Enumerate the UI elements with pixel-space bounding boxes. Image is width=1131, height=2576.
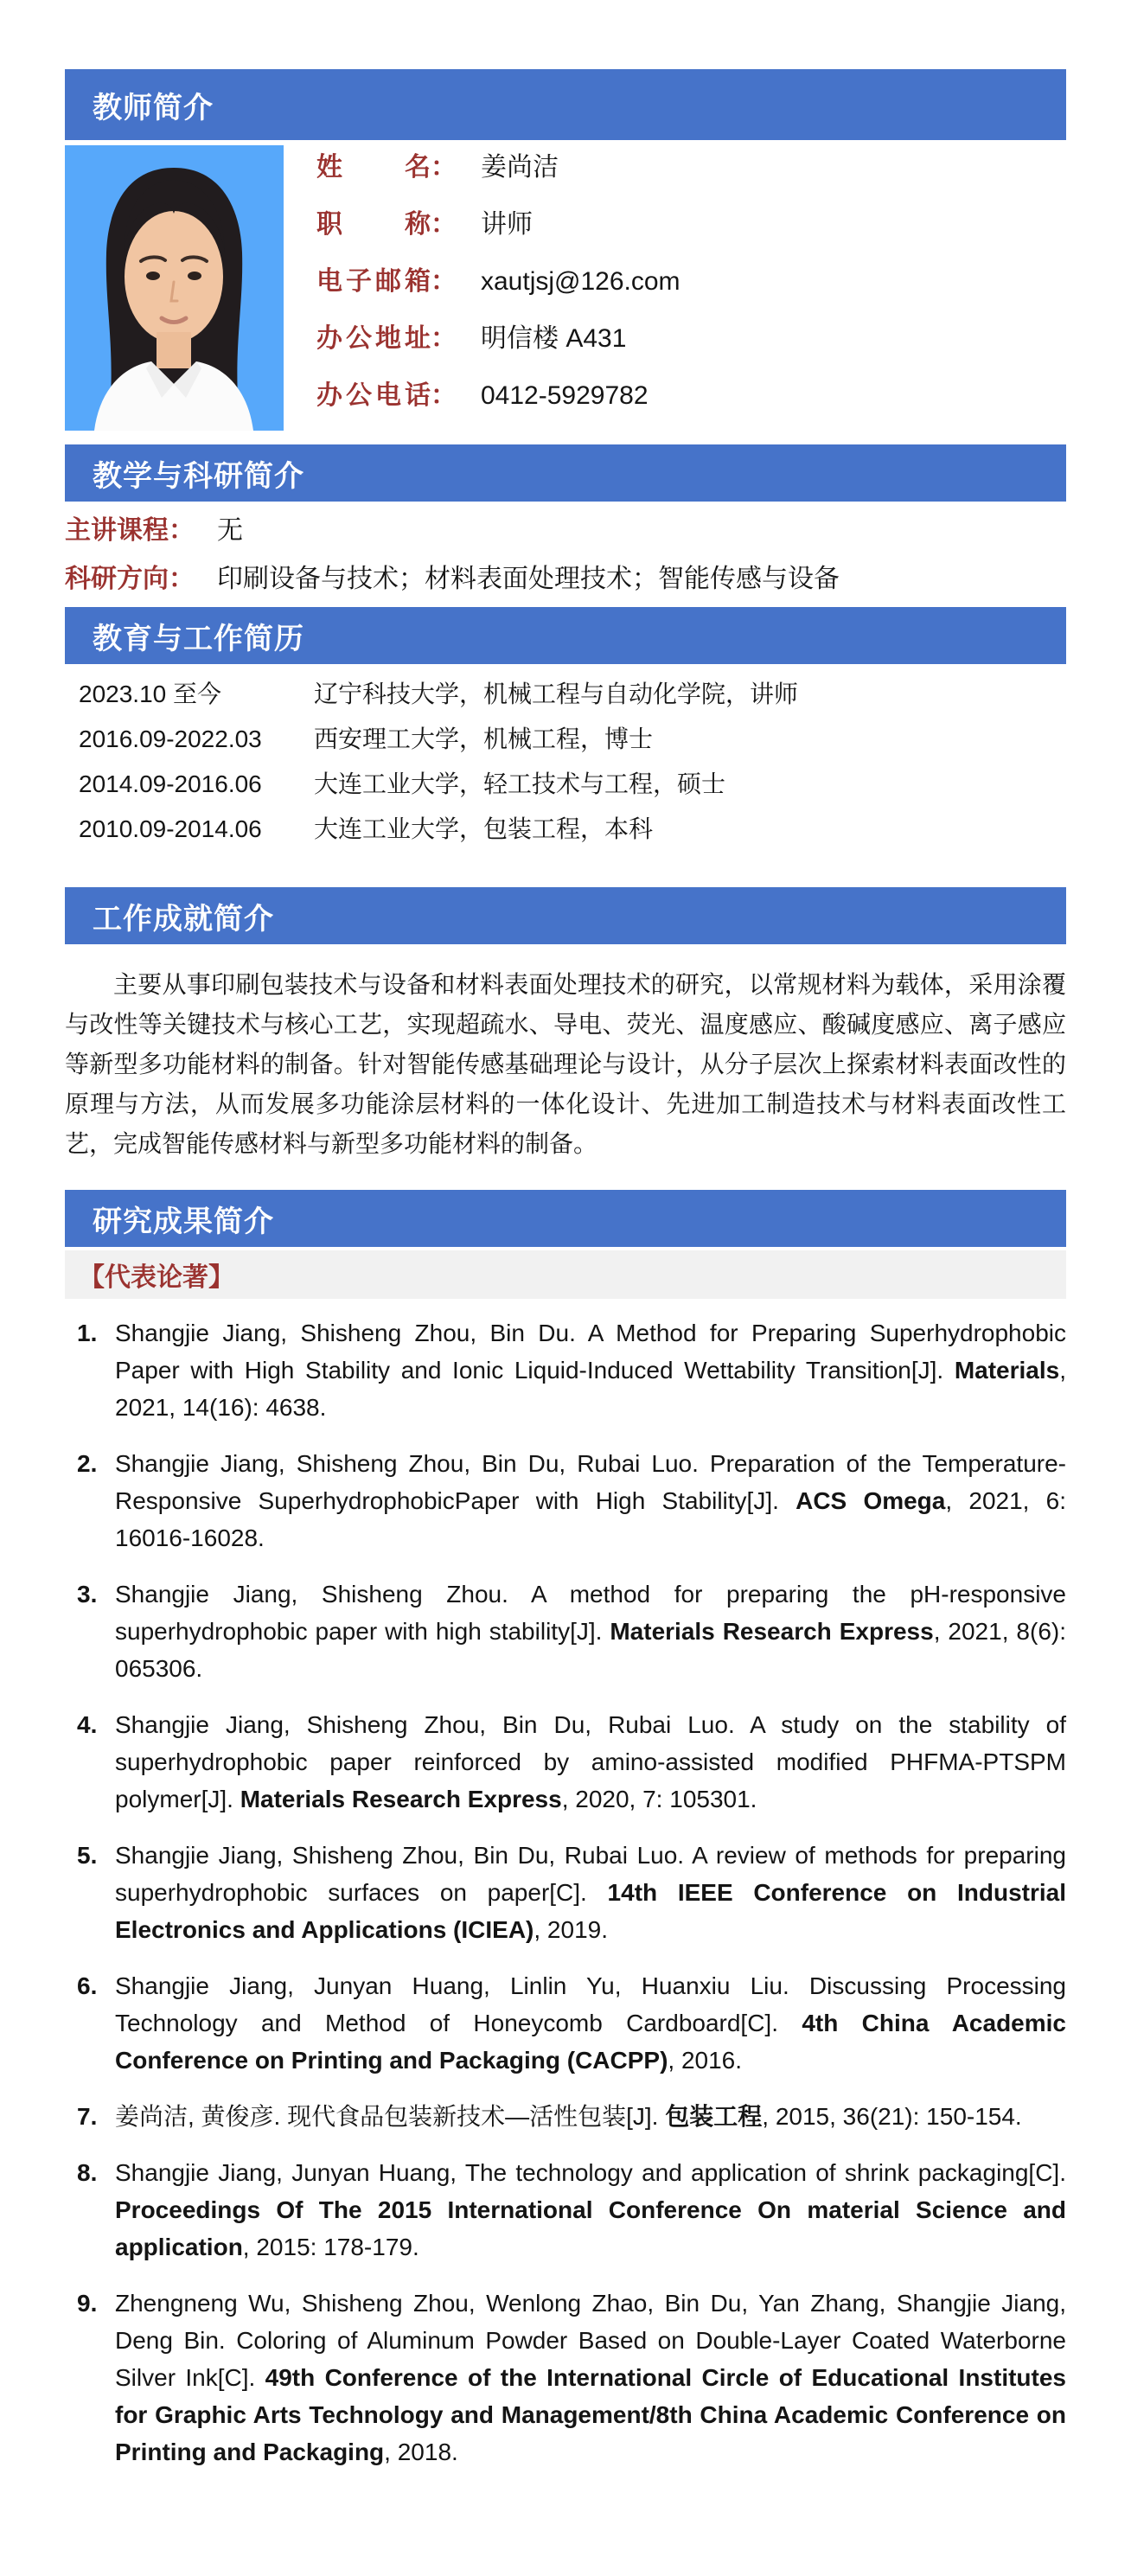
teaching-label: 科研方向： [65, 565, 195, 593]
education-detail: 大连工业大学，包装工程，本科 [314, 815, 654, 842]
section-bar-teacher-profile [65, 69, 1066, 140]
publication-item [65, 2098, 1066, 2135]
publication-segment: Shangjie Jiang, Junyan Huang, The technology and application of shrink packaging[C]. [115, 2159, 1066, 2186]
page-content [65, 0, 1066, 2471]
representative-works-strip [65, 1250, 1066, 1299]
education-period: 2023.10 至今 [79, 681, 221, 707]
publication-text [115, 1706, 1066, 1818]
publication-venue: 包装工程 [665, 2103, 763, 2130]
field-label: 办公电话 [316, 381, 431, 410]
section-title-teacher-profile: 教师简介 [93, 91, 214, 125]
publication-segment: Shangjie Jiang, Shisheng Zhou, Bin Du, Rubai Luo. A study on the stability of superhydrophobic paper reinforced by amino-assisted modified PHFMA-PTSPM polymer[J]. [115, 1711, 1066, 1812]
profile-fields [316, 145, 1066, 436]
profile-field-row [316, 208, 1066, 242]
education-period: 2010.09-2014.06 [79, 815, 262, 842]
publication-text [115, 2098, 1066, 2135]
portrait-photo [65, 145, 284, 431]
section-title-education-history: 教育与工作简历 [93, 622, 304, 655]
publication-item [65, 1314, 1066, 1426]
publication-venue: Proceedings Of The 2015 International Conference On material Science and application [115, 2196, 1066, 2260]
education-row [79, 816, 1066, 842]
profile-field-row [316, 265, 1066, 299]
publication-segment: Shangjie Jiang, Shisheng Zhou, Bin Du, Rubai Luo. A review of methods for preparing superhydrophobic surfaces on paper[C]. [115, 1842, 1066, 1906]
field-value: 姜尚洁 [481, 153, 559, 182]
education-row [79, 726, 1066, 752]
section-title-teaching-research: 教学与科研简介 [93, 459, 304, 493]
field-label: 电子邮箱 [316, 267, 431, 296]
publication-venue: 49th Conference of the International Circle of Educational Institutes for Graphic Arts Technology and Management/8th China Academic Conference on Printing and Packaging [115, 2364, 1067, 2465]
publication-number: 8. [77, 2159, 98, 2186]
section-bar-teaching-research [65, 444, 1066, 502]
publication-text [115, 2154, 1066, 2266]
publication-venue: Materials Research Express [610, 1618, 934, 1645]
field-label: 姓名 [316, 153, 431, 182]
teaching-row [65, 562, 1066, 597]
publication-segment: , 2019. [534, 1916, 609, 1943]
publication-number: 9. [77, 2290, 98, 2317]
publication-text [115, 1314, 1066, 1426]
publication-venue: 14th IEEE Conference on Industrial Electronics and Applications (ICIEA) [115, 1879, 1066, 1943]
publication-segment: , 2021, 6: 16016-16028. [115, 1487, 1066, 1551]
teaching-rows [65, 502, 1066, 607]
field-label: 办公地址 [316, 324, 431, 353]
teaching-row [65, 514, 1066, 548]
publication-number: 4. [77, 1711, 98, 1738]
education-detail: 西安理工大学，机械工程，博士 [314, 725, 654, 752]
education-rows [65, 664, 1066, 872]
publication-number: 3. [77, 1581, 98, 1608]
field-colon: ： [431, 324, 457, 353]
publication-venue: 4th China Academic Conference on Printing and Packaging (CACPP) [115, 2010, 1067, 2074]
work-achievements-paragraph: 主要从事印刷包装技术与设备和材料表面处理技术的研究，以常规材料为载体，采用涂覆与改性等关键技术与核心工艺，实现超疏水、导电、荧光、温度感应、酸碱度感应、离子感应等新型多功能材料的制备。针对智能传感基础理论与设计，从分子层次上探索材料表面改性的原理与方法，从而发展多功能涂层材料的一体化设计、先进加工制造技术与材料表面改性工艺，完成智能传感材料与新型多功能材料的制备。 [65, 971, 1066, 1157]
publication-item [65, 2285, 1066, 2471]
publication-venue: Materials [954, 1357, 1060, 1384]
publication-venue: Materials Research Express [240, 1786, 562, 1812]
section-title-work-achievements: 工作成就简介 [93, 902, 274, 936]
publication-segment: , 2020, 7: 105301. [561, 1786, 757, 1812]
publication-segment: Zhengneng Wu, Shisheng Zhou, Wenlong Zhao, Bin Du, Yan Zhang, Shangjie Jiang, Deng Bin. Coloring of Aluminum Powder Based on Double-Layer Coated Waterborne Silver Ink[C]. [115, 2290, 1066, 2391]
education-row [79, 771, 1066, 797]
publication-number: 2. [77, 1450, 98, 1477]
field-colon: ： [431, 267, 457, 296]
publication-venue: ACS Omega [796, 1487, 946, 1514]
publication-number: 7. [77, 2103, 98, 2130]
publication-segment: Shangjie Jiang, Shisheng Zhou, Bin Du. A Method for Preparing Superhydrophobic Paper with High Stability and Ionic Liquid-Induced Wettability Transition[J]. [115, 1320, 1066, 1384]
publication-item [65, 1445, 1066, 1556]
teaching-value: 无 [217, 516, 243, 545]
publication-text [115, 2285, 1066, 2471]
publication-number: 1. [77, 1320, 98, 1346]
publication-segment: , 2018. [384, 2439, 458, 2465]
publications-list [65, 1314, 1066, 2471]
publication-segment: , 2015: 178-179. [242, 2234, 419, 2260]
education-detail: 大连工业大学，轻工技术与工程，硕士 [314, 770, 726, 797]
publication-segment: , 2016. [668, 2047, 743, 2074]
representative-works-heading: 【代表论著】 [79, 1263, 234, 1292]
profile-field-row [316, 150, 1066, 185]
profile-field-row [316, 322, 1066, 356]
publication-item [65, 2154, 1066, 2266]
field-value: 明信楼 A431 [481, 324, 627, 353]
publication-text [115, 1576, 1066, 1687]
profile-field-row [316, 379, 1066, 413]
field-colon: ： [431, 210, 457, 239]
publication-item [65, 1706, 1066, 1818]
teaching-label: 主讲课程： [65, 516, 195, 545]
teaching-value: 印刷设备与技术；材料表面处理技术；智能传感与设备 [217, 565, 840, 593]
field-label: 职称 [316, 210, 431, 239]
section-bar-research-results [65, 1190, 1066, 1247]
publication-text [115, 1967, 1066, 2079]
field-colon: ： [431, 153, 457, 182]
publication-item [65, 1837, 1066, 1948]
publication-segment: Shangjie Jiang, Shisheng Zhou. A method for preparing the pH-responsive superhydrophobic paper with high stability[J]. [115, 1581, 1066, 1645]
publication-segment: Shangjie Jiang, Shisheng Zhou, Bin Du, Rubai Luo. Preparation of the Temperature-Responsive SuperhydrophobicPaper with High Stability[J]. [115, 1450, 1066, 1514]
field-value: 讲师 [481, 210, 533, 239]
education-row [79, 681, 1066, 707]
field-colon: ： [431, 381, 457, 410]
section-bar-education-history [65, 607, 1066, 664]
publication-segment: , 2021, 8(6): 065306. [115, 1618, 1066, 1682]
publication-segment: Shangjie Jiang, Junyan Huang, Linlin Yu, Huanxiu Liu. Discussing Processing Technology and Method of Honeycomb Cardboard[C]. [115, 1972, 1066, 2036]
publication-segment: , 2021, 14(16): 4638. [115, 1357, 1066, 1421]
field-value: xautjsj@126.com [481, 267, 681, 296]
publication-segment: , 2015, 36(21): 150-154. [762, 2103, 1022, 2130]
profile-block [65, 145, 1066, 436]
education-period: 2014.09-2016.06 [79, 770, 262, 797]
publication-number: 6. [77, 1972, 98, 1999]
publication-segment: 姜尚洁, 黄俊彦. 现代食品包装新技术—活性包装[J]. [115, 2103, 666, 2130]
profile-photo [65, 145, 284, 431]
section-title-research-results: 研究成果简介 [93, 1205, 274, 1238]
publication-text [115, 1445, 1066, 1556]
publication-text [115, 1837, 1066, 1948]
publication-item [65, 1576, 1066, 1687]
section-bar-work-achievements [65, 887, 1066, 944]
field-value: 0412-5929782 [481, 381, 649, 410]
publication-item [65, 1967, 1066, 2079]
education-period: 2016.09-2022.03 [79, 725, 262, 752]
education-detail: 辽宁科技大学，机械工程与自动化学院，讲师 [314, 681, 799, 707]
publication-number: 5. [77, 1842, 98, 1869]
